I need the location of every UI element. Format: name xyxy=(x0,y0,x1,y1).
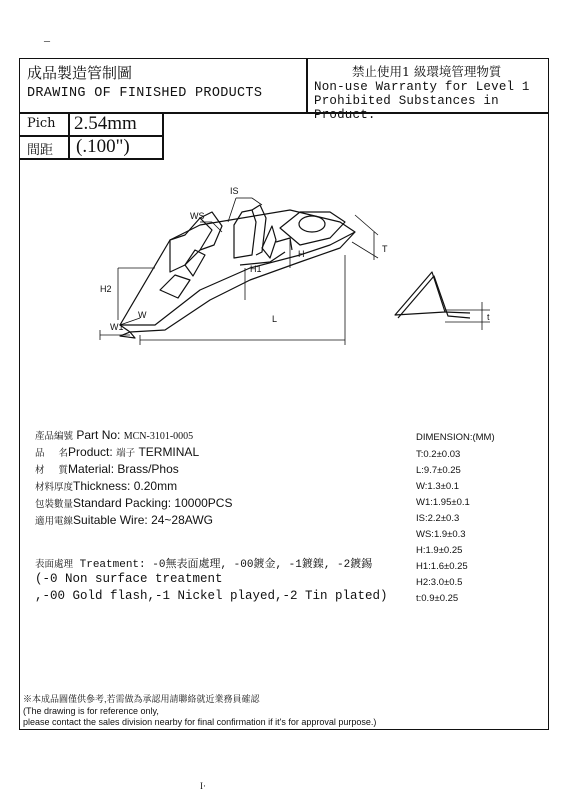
spec-material: 材 質Material: Brass/Phos xyxy=(35,462,179,476)
label-h: H xyxy=(298,249,305,259)
dimension-item: WS:1.9±0.3 xyxy=(416,529,466,540)
dimension-item: H1:1.6±0.25 xyxy=(416,561,468,572)
label-w1: W1 xyxy=(110,322,124,332)
dimension-item: t:0.9±0.25 xyxy=(416,593,459,604)
pitch-value-in: (.100") xyxy=(76,136,130,157)
warranty-en-line1: Non-use Warranty for Level 1 xyxy=(314,80,530,94)
treatment-line2: (-0 Non surface treatment xyxy=(35,572,223,586)
label-t: T xyxy=(382,244,388,254)
title-en: DRAWING OF FINISHED PRODUCTS xyxy=(27,86,263,101)
bottom-mark: I· xyxy=(200,781,206,791)
label-w: W xyxy=(138,310,147,320)
title-cn: 成品製造管制圖 xyxy=(27,64,133,82)
side-view xyxy=(395,272,470,318)
note-line3: please contact the sales division nearby for final confirmation if it's for approval purpose.) xyxy=(23,717,377,727)
dimension-item: L:9.7±0.25 xyxy=(416,465,461,476)
terminal-body-outline xyxy=(120,210,355,325)
pitch-label-en: Pich xyxy=(27,116,56,131)
label-is: IS xyxy=(230,186,239,196)
dimension-item: H:1.9±0.25 xyxy=(416,545,463,556)
note-line1: ※本成品圖僅供參考,若需做為承認用請聯絡就近業務員確認 xyxy=(23,694,260,704)
spec-packing: 包裝數量Standard Packing: 10000PCS xyxy=(35,496,233,510)
dimension-item: W1:1.95±0.1 xyxy=(416,497,470,508)
treatment-line3: ,-00 Gold flash,-1 Nickel played,-2 Tin plated) xyxy=(35,589,388,603)
dimension-item: IS:2.2±0.3 xyxy=(416,513,460,524)
dimension-item: W:1.3±0.1 xyxy=(416,481,460,492)
dimension-item: T:0.2±0.03 xyxy=(416,449,461,460)
treatment-line1: 表面處理 Treatment: -0無表面處理, -00鍍金, -1鍍鎳, -2鍍錫 xyxy=(35,559,373,571)
label-h2: H2 xyxy=(100,284,112,294)
dimension-header: DIMENSION:(MM) xyxy=(416,432,495,443)
label-ws: WS xyxy=(190,211,205,221)
dimension-item: H2:3.0±0.5 xyxy=(416,577,463,588)
pitch-value-mm: 2.54mm xyxy=(74,113,137,134)
note-line2: (The drawing is for reference only, xyxy=(23,706,159,716)
warranty-en-line2: Prohibited Substances in Product. xyxy=(314,94,499,122)
label-l: L xyxy=(272,314,278,324)
spec-thickness: 材料厚度Thickness: 0.20mm xyxy=(35,479,178,493)
spec-part-no: 產品編號 Part No: MCN-3101-0005 xyxy=(35,428,194,442)
top-mark: – xyxy=(44,33,50,47)
warranty-cn: 禁止使用1 級環境管理物質 xyxy=(352,64,502,79)
pitch-label-cn: 間距 xyxy=(27,143,54,158)
label-h1: H1 xyxy=(250,264,262,274)
spec-product: 品 名Product: 端子 TERMINAL xyxy=(35,445,200,459)
label-t-small: t xyxy=(487,312,490,322)
spec-wire: 適用電線Suitable Wire: 24~28AWG xyxy=(35,513,213,527)
